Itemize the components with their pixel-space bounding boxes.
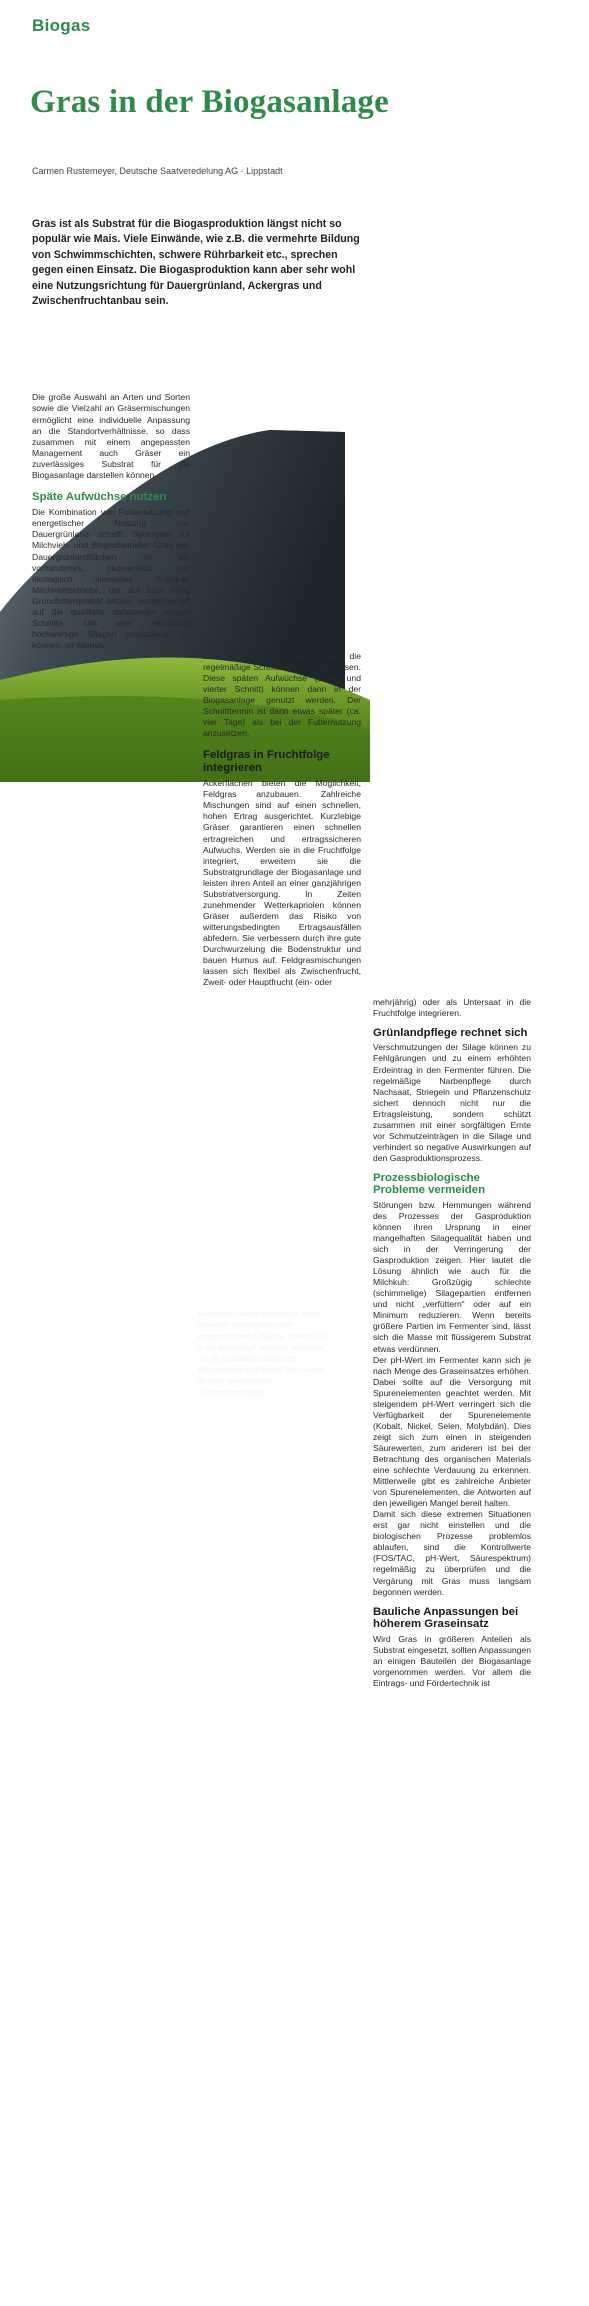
col2-body: Ackerflächen bieten die Möglichkeit, Feldgras anzubauen. Zahlreiche Mischungen sind auf einen schnellen, hohen Ertrag ausgerichtet. Kurzlebige Gräser garantieren einen schnellen ertragreichen und ertragssicheren Aufwuchs. Werden sie in die Fruchtfolge integriert, erweitern sie die Substratgrundlage der Biogasanlage und leisten ihren Anteil an einer ganzjährigen Substratversorgung. In Zeiten zunehmender Wetterkapriolen können Gräser außerdem das Risiko von witterungsbedingten Ertragsausfällen abfedern. Sie verbessern durch ihre gute Durchwurzelung die Bodenstruktur und bauen Humus auf. Feldgrasmischungen lassen sich flexibel als Zwischenfrucht, Zweit- oder Hauptfrucht (ein- oder [203,778,361,988]
article-title: Gras in der Biogasanlage [30,84,389,120]
col2-heading: Feldgras in Fruchtfolge integrieren [203,749,330,774]
col3-p4: Damit sich diese extremen Situationen erst gar nicht einstellen und die biologischen Prozesse problemlos ablaufen, sind die Kontrollwerte (FOS/TAC, pH-Wert, Säurespektrum) regelmäßig zu überprüfen und die Vergärung mit Gras muss langsam begonnen werden. [373,1509,531,1597]
column-1 [32,392,190,650]
col3-p5: Wird Gras in größeren Anteilen als Substrat eingesetzt, sollten Anpassungen an einigen Bauteilen der Biogasanlage vorgenommen werden. Vor allem die Eintrags- und Fördertechnik ist [373,1633,531,1688]
lead-paragraph: Gras ist als Substrat für die Biogasproduktion längst nicht so populär wie Mais. Viele Einwände, wie z.B. die vermehrte Bildung von Schwimmschichten, schwere Rührbarkeit etc., sprechen gegen einen Einsatz. Die Biogasproduktion kann aber sehr wohl eine Nutzungsrichtung für Dauergrünland, Ackergras und Zwischenfruchtanbau sein. [32,218,360,308]
col3-p3: Der pH-Wert im Fermenter kann sich je nach Menge des Graseinsatzes erhöhen. Dabei sollte auf die Versorgung mit Spurenelementen geachtet werden. Mit steigendem pH-Wert verringert sich die Verfügbarkeit der Spurenelemente (Kobalt, Nickel, Selen, Molybdän). Dies zeigt sich zum einen in steigenden Säurewerten, zum anderen ist bei der Betrachtung des organischen Materials eine schlechte Verdauung zu erkennen. Mittlerweile gibt es zahlreiche Anbieter von Spurenelementen, die Antworten auf den jeweiligen Mangel bereit halten. [373,1354,531,1509]
page-number: 16 [32,2296,41,2306]
col3-heading-2: Prozessbiologische Probleme vermeiden [373,1171,486,1197]
photo-caption: Kurzlebige Gräser garantieren einen schnellen ertragreichen und ertragssicheren Aufwuchs. Werden sie in die Fruchtfolge integriert, erweitern sie die Substratgrundlage der Biogasanlage und leisten ihren Anteil an einer ganzjährigen Substratversorgung. [198,1309,328,1397]
section-label: Biogas [32,16,91,35]
author-line: Carmen Rustemeyer, Deutsche Saatveredelung AG · Lippstadt [32,166,283,176]
col1-body: Die Kombination von Futternutzung und energetischer Nutzung von Dauergrünland schafft Synergien für Milchvieh- und Biogasbetriebe. Gras von Dauergrünlandflächen ist ein vorhandenes, ökonomisch und ökologisch sinnvolles Substrat. Milchviehbetriebe, die auf eine hohe Grundfutterqualität setzen, verzichten oft auf die qualitativ abfallenden späten Schnitte. Um aber nachhaltig hochwertige Silagen produzieren zu können, ist intensiv [32,507,190,650]
col3-heading-1: Grünlandpflege rechnet sich [373,1026,528,1039]
page-footer [32,2297,589,2306]
col3-p1: Verschmutzungen der Silage können zu Fehlgärungen und zu einem erhöhten Erdeintrag in den Fermenter führen. Die regelmäßige Narbenpflege durch Nachsaat, Striegeln und Pflanzenschutz sichert dennoch nicht nur die Ertragsleistung, sondern schützt zusammen mit einer sorgfältigen Ernte vor Schmutzeinträgen in die Silage und verhindert so negative Auswirkungen auf den Gasproduktionsprozess. [373,1042,531,1163]
col1-heading: Späte Aufwüchse nutzen [32,490,167,503]
col1-intro: Die große Auswahl an Arten und Sorten sowie die Vielzahl an Gräsermischungen ermöglicht eine individuelle Anpassung an die Standortverhältnisse, so dass zusammen mit einem angepassten Management auch Gräser ein zuverlässiges Substrat für die Biogasanlage darstellen können. [32,392,190,480]
column-3 [373,997,531,1689]
col3-intro: mehrjährig) oder als Untersaat in die Fruchtfolge integrieren. [373,996,531,1018]
col3-p2: Störungen bzw. Hemmungen während des Prozesses der Gasproduktion können ihren Ursprung in einer mangelhaften Silagequalität haben und sich in der Verringerung der Gasproduktion zeigen. Hier lautet die Lösung ähnlich wie auch für die Milchkuh: Großzügig schlechte (schimmelige) Silagepartien entfernen und nicht „verfüttern“ oder auf ein Minimum reduzieren. Wenn bereits größere Partien im Fermenter sind, lässt sich die Masse mit flüssigerem Substrat etwas verdünnen. [373,1199,531,1354]
col3-heading-3: Bauliche Anpassungen bei höherem Graseinsatz [373,1605,519,1631]
column-2 [203,651,361,988]
col2-intro: bewirtschaftetes Grünland auf die regelmäßige Schnittnutzung angewiesen. Diese späten Aufwüchse (dritter und vierter Schnitt) können dann in der Biogasanlage genutzt werden. Der Schnitttermin ist dann etwas später (ca. vier Tage) als bei der Futternutzung anzusetzen. [203,650,361,739]
issue-label: Innovation 1/2012 [42,2298,99,2306]
